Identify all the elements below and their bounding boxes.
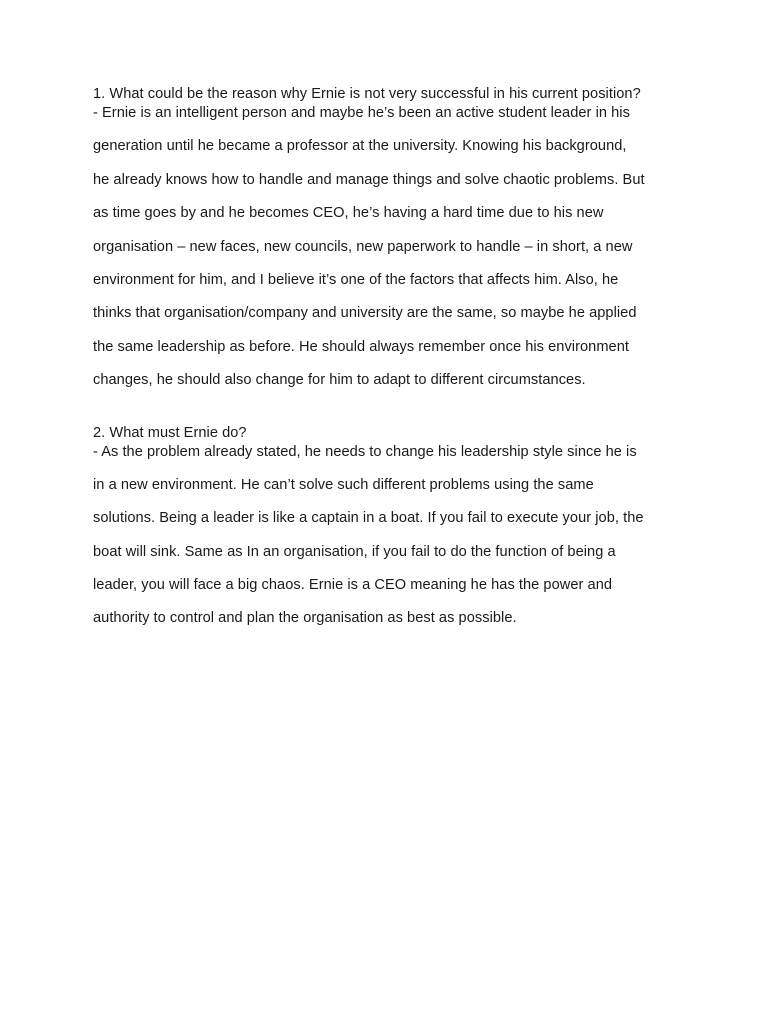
- answer-1-line: - Ernie is an intelligent person and maybe he’s been an active student leader in his: [93, 105, 630, 121]
- answer-2-line: in a new environment. He can’t solve such different problems using the same: [93, 476, 594, 493]
- answer-1-line: the same leadership as before. He should always remember once his environment: [93, 338, 629, 355]
- question-1: 1. What could be the reason why Ernie is not very successful in his current position?: [93, 86, 641, 102]
- section-2: [93, 423, 683, 642]
- answer-2-line: authority to control and plan the organisation as best as possible.: [93, 610, 517, 627]
- answer-1-line: thinks that organisation/company and university are the same, so maybe he applied: [93, 305, 637, 322]
- section-spacer: [93, 404, 683, 423]
- answer-1-line: generation until he became a professor at the university. Knowing his background,: [93, 138, 627, 155]
- answer-1-line: as time goes by and he becomes CEO, he’s having a hard time due to his new: [93, 205, 604, 222]
- answer-2-line: - As the problem already stated, he needs to change his leadership style since he is: [93, 443, 637, 460]
- answer-1-line: he already knows how to handle and manage things and solve chaotic problems. But: [93, 171, 645, 188]
- answer-1-line: changes, he should also change for him to adapt to different circumstances.: [93, 372, 586, 389]
- answer-1-line: organisation – new faces, new councils, new paperwork to handle – in short, a new: [93, 238, 633, 255]
- question-2: 2. What must Ernie do?: [93, 424, 247, 441]
- answer-2-line: solutions. Being a leader is like a captain in a boat. If you fail to execute your job, the: [93, 510, 644, 527]
- section-1: [93, 84, 683, 404]
- document-body: [93, 84, 683, 642]
- answer-2-line: leader, you will face a big chaos. Ernie is a CEO meaning he has the power and: [93, 577, 613, 594]
- answer-2-line: boat will sink. Same as In an organisation, if you fail to do the function of being a: [93, 543, 616, 560]
- answer-1-line: environment for him, and I believe it’s one of the factors that affects him. Also, he: [93, 271, 619, 288]
